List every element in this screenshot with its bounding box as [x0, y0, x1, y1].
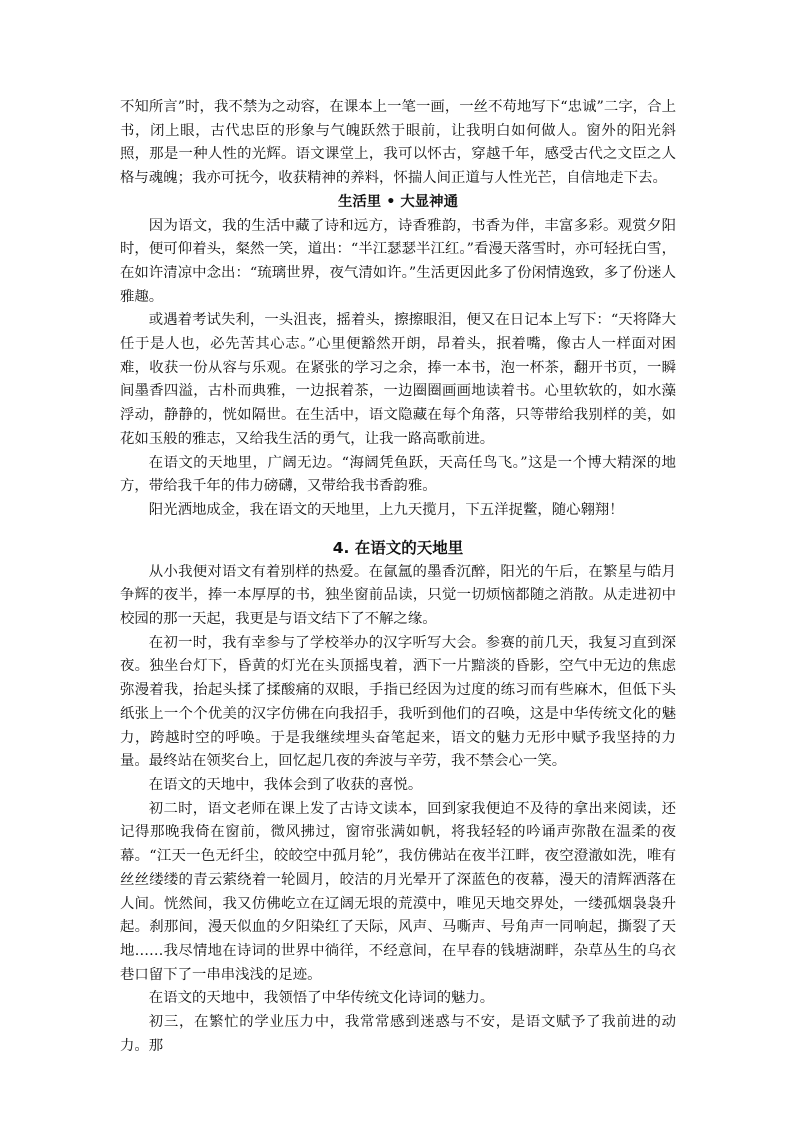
- section-paragraph-3: 在语文的天地里，广阔无边。“海阔凭鱼跃，天高任鸟飞。”这是一个博大精深的地方，带给我千年的伟力磅礴，又带给我书香韵雅。: [120, 454, 676, 495]
- essay-paragraph-1: 从小我便对语文有着别样的热爱。在氤氲的墨香沉醉，阳光的午后，在繁星与皓月争辉的夜半，捧一本厚厚的书，独坐窗前品读，只觉一切烦恼都随之消散。从走进初中校园的那一天起，我更是与语文结下了不解之缘。: [120, 563, 676, 628]
- essay-title: 4. 在语文的天地里: [332, 538, 464, 557]
- opening-paragraph: 不知所言”时，我不禁为之动容，在课本上一笔一画，一丝不苟地写下“忠诚”二字，合上书，闭上眼，古代忠臣的形象与气魄跃然于眼前，让我明白如何做人。窗外的阳光斜照，那是一种人性的光辉。语文课堂上，我可以怀古，穿越千年，感受古代之文臣之人格与魂魄；我亦可抚今，收获精神的养料，怀揣人间正道与人性光芒，自信地走下去。: [120, 99, 676, 187]
- essay-paragraph-2: 在初一时，我有幸参与了学校举办的汉字听写大会。参赛的前几天，我复习直到深夜。独坐台灯下，昏黄的灯光在头顶摇曳着，洒下一片黯淡的昏影，空气中无边的焦虑弥漫着我，抬起头揉了揉酸痛的双眼，手指已经因为过度的练习而有些麻木，但低下头纸张上一个个优美的汉字仿佛在向我招手，我听到他们的召唤，这是中华传统文化的魅力，跨越时空的呼唤。于是我继续埋头奋笔起来，语文的魅力无形中赋予我坚持的力量。最终站在领奖台上，回忆起几夜的奔波与辛劳，我不禁会心一笑。: [120, 634, 676, 770]
- essay-paragraph-3: 在语文的天地中，我体会到了收获的喜悦。: [148, 776, 423, 793]
- section-paragraph-4: 阳光洒地成金，我在语文的天地里，上九天揽月，下五洋捉鳖，随心翱翔！: [148, 501, 624, 518]
- essay-paragraph-4: 初二时，语文老师在课上发了古诗文读本，回到家我便迫不及待的拿出来阅读，还记得那晚我倚在窗前，微风拂过，窗帘张满如帆，将我轻轻的吟诵声弥散在温柔的夜幕。“江天一色无纤尘，皎皎空中孤月轮”，我仿佛站在夜半江畔，夜空澄澈如洗，唯有丝丝缕缕的青云萦绕着一轮圆月，皎洁的月光晕开了深蓝色的夜幕，漫天的清辉洒落在人间。恍然间，我又仿佛屹立在辽阔无垠的荒漠中，唯见天地交界处，一缕孤烟袅袅升起。刹那间，漫天似血的夕阳染红了天际，风声、马嘶声、号角声一同响起，撕裂了天地……我尽情地在诗词的世界中徜徉，不经意间，在早春的钱塘湖畔，杂草丛生的乌衣巷口留下了一串串浅浅的足迹。: [120, 800, 676, 983]
- section-paragraph-2: 或遇着考试失利，一头沮丧，摇着头，擦擦眼泪，便又在日记本上写下：“天将降大任于是人也，必先苦其心志。”心里便豁然开朗，昂着头，抿着嘴，像古人一样面对困难，收获一份从容与乐观。在紧张的学习之余，捧一本书，泡一杯茶，翻开书页，一瞬间墨香四溢，古朴而典雅，一边抿着茶，一边圈圈画画地读着书。心里软软的，如水藻浮动，静静的，恍如隔世。在生活中，语文隐藏在每个角落，只等带给我别样的美，如花如玉般的雅志，又给我生活的勇气，让我一路高歌前进。: [120, 312, 676, 447]
- section-paragraph-1: 因为语文，我的生活中藏了诗和远方，诗香雅韵，书香为伴，丰富多彩。观赏夕阳时，便可仰着头，粲然一笑，道出：“半江瑟瑟半江红。”看漫天落雪时，亦可轻抚白雪，在如许清凉中念出：“琉璃世界，夜气清如许。”生活更因此多了份闲情逸致，多了份迷人雅趣。: [120, 217, 676, 305]
- document-page: [120, 96, 676, 1058]
- essay-paragraph-6: 初三，在繁忙的学业压力中，我常常感到迷惑与不安，是语文赋予了我前进的动力。那: [120, 1014, 676, 1054]
- essay-paragraph-5: 在语文的天地中，我领悟了中华传统文化诗词的魅力。: [148, 990, 495, 1007]
- section-heading: 生活里 • 大显神通: [338, 193, 458, 210]
